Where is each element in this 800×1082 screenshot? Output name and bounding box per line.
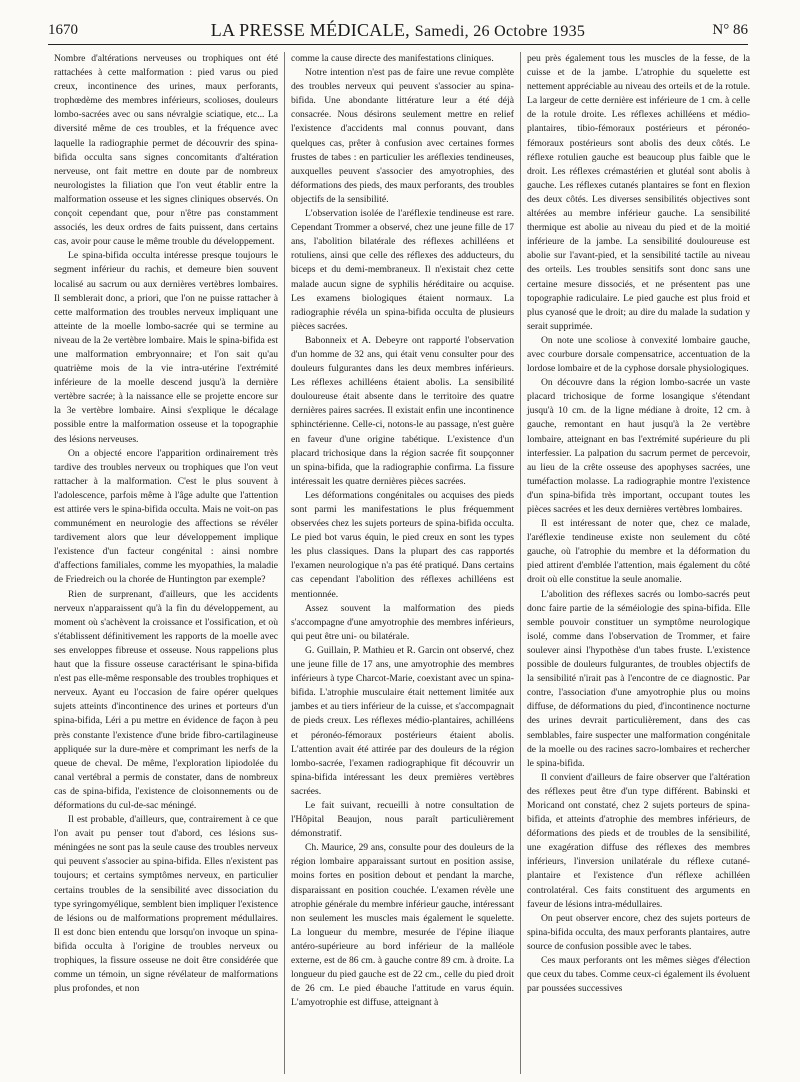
issue-date: Samedi, 26 Octobre 1935 xyxy=(414,23,586,40)
column-1 xyxy=(48,52,284,1074)
paragraph: L'observation isolée de l'aréflexie tendineuse est rare. Cependant Trommer a observé, chez une jeune fille de 17 ans, l'abolition bilatérale des réflexes achilléens et rotuliens, ainsi que celle des réflexes des adducteurs, du biceps et du demi-membraneux. Il n'existait chez cette malade aucun signe de syphilis héréditaire ou acquise. Les examens biologiques étaient normaux. La radiographie révéla un spina-bifida occulta de plusieurs pièces sacrées. xyxy=(291,208,514,332)
paragraph: On découvre dans la région lombo-sacrée un vaste placard trichosique de forme losangique s'étendant jusqu'à 10 cm. de la ligne médiane à droite, 12 cm. à gauche, remontant en haut jusqu'à la 2e vertèbre lombaire, atteignant en bas l'extrémité supérieure du pli interfessier. La palpation du sacrum permet de percevoir, au lieu de la crête osseuse des apophyses sacrées, une tuméfaction molasse. La radiographie montre l'existence d'un spina-bifida très important, occupant toutes les pièces sacrées et les deux dernières vertèbres lombaires. xyxy=(527,377,750,515)
paragraph: On a objecté encore l'apparition ordinairement très tardive des troubles nerveux ou trophiques que l'on veut rattacher à la malformation. C'est le plus souvent à l'adolescence, parfois même à l'âge adulte que l'attention est attirée vers le spina-bifida occulta. Mais ne voit-on pas communément en neurologie des affections se révéler tardivement alors que leur développement implique l'existence d'un facteur congénital : ainsi nombre d'affections familiales, comme les myopathies, la maladie de Friedreich ou la chorée de Huntington par exemple? xyxy=(54,447,278,586)
issue-number: N° 86 xyxy=(712,22,748,38)
journal-title-line xyxy=(48,20,748,41)
paragraph: Rien de surprenant, d'ailleurs, que les accidents nerveux n'apparaissent qu'à la fin du développement, au moment où s'achèvent la croissance et l'ossification, et où s'établissent définitivement les rapports de la moelle avec ses enveloppes fibreuse et osseuse. Nous rappelions plus haut que la fissure osseuse caractérisant le spina-bifida n'est pas elle-même responsable des troubles trophiques et nerveux. Ayant eu l'occasion de faire opérer quelques sujets atteints d'incontinence des urines et porteurs d'un spina-bifida, Léri a pu mettre en évidence de façon à peu près constante l'existence d'une bride fibro-cartilagineuse appliquée sur la dure-mère et comprimant les nerfs de la queue de cheval. De même, l'exploration lipiodolée du canal vertébral a permis de constater, dans de nombreux cas de spina-bifida, l'existence de cloisonnements ou de déformations du cul-de-sac méningé. xyxy=(54,588,278,811)
text-columns xyxy=(48,52,756,1074)
paragraph: Notre intention n'est pas de faire une revue complète des troubles nerveux qui peuvent s'associer au spina-bifida. Une abondante littérature leur a été déjà consacrée. Nous désirons seulement mettre en relief l'existence d'accidents mal connus pouvant, dans quelques cas, prêter à confusion avec certaines formes frustes de tabes : en particulier les aréflexies tendineuses, auxquelles peuvent s'associer des amyotrophies, des déformations des pieds, des maux perforants, des troubles objectifs de la sensibilité. xyxy=(291,67,514,205)
paragraph: Ces maux perforants ont les mêmes sièges d'élection que ceux du tabes. Comme ceux-ci également ils évoluent par poussées successives xyxy=(527,955,750,995)
paragraph: peu près également tous les muscles de la fesse, de la cuisse et de la jambe. L'atrophie du squelette est nettement appréciable au niveau des orteils et de la rotule. La largeur de cette dernière est inférieure de 1 cm. à celle de la rotule droite. Les réflexes achilléens et médio-plantaires, tibio-fémoraux postérieurs et péronéo-fémoraux postérieurs sont abolis des deux côtés. Le réflexe rotulien gauche est beaucoup plus faible que le droit. Les réflexes crémastérien et glutéal sont abolis à gauche. Les réflexes cutanés plantaires se font en flexion des deux côtés. Les diverses sensibilités objectives sont altérées au membre inférieur gauche. La sensibilité thermique est abolie au niveau du pied et de la moitié inférieure de la jambe. La sensibilité douloureuse est abolie sur l'avant-pied, et la sensibilité tactile au niveau des orteils. Les troubles sensitifs sont donc sans une certaine mesure dissociés, et ne présentent pas une topographie radiculaire. Le pied gauche est plus froid et plus cyanosé que le droit; au dire du malade la sudation y serait supprimée. xyxy=(527,53,750,332)
paragraph: On peut observer encore, chez des sujets porteurs de spina-bifida occulta, des maux perforants plantaires, autre source de confusion possible avec le tabes. xyxy=(527,912,750,952)
column-3 xyxy=(520,52,756,1074)
column-2 xyxy=(284,52,520,1074)
paragraph: On note une scoliose à convexité lombaire gauche, avec courbure dorsale compensatrice, accentuation de la lordose lombaire et de la cyphose dorsale physiologiques. xyxy=(527,334,750,375)
paragraph: Ch. Maurice, 29 ans, consulte pour des douleurs de la région lombaire apparaissant surtout en position assise, moins fortes en position debout et pendant la marche, disparaissant en position couchée. L'examen révèle une atrophie générale du membre inférieur gauche, intéressant non seulement les muscles mais également le squelette. La longueur du membre, mesurée de l'épine iliaque antéro-supérieure au bord inférieur de la malléole externe, est de 86 cm. à gauche contre 89 cm. à droite. La longueur du pied gauche est de 22 cm., celle du pied droit de 26 cm. Le pied ébauche l'attitude en varus équin. L'amyotrophie est diffuse, atteignant à xyxy=(291,842,514,1009)
publication-name: LA PRESSE MÉDICALE, xyxy=(210,20,410,40)
running-header xyxy=(48,18,748,45)
paragraph: Les déformations congénitales ou acquises des pieds sont parmi les manifestations le plus fréquemment observées chez les sujets porteurs de spina-bifida occulta. Le pied bot varus équin, le pied creux en sont les types les plus classiques. Dans la plupart des cas rapportés l'examen neurologique n'a pas été pratiqué. Dans certains cas cependant l'abolition des réflexes achilléens est mentionnée. xyxy=(291,489,514,600)
page-number: 1670 xyxy=(48,22,78,38)
paragraph: Babonneix et A. Debeyre ont rapporté l'observation d'un homme de 32 ans, qui était venu consulter pour des douleurs fulgurantes dans les deux membres inférieurs. Les réflexes achilléens étaient abolis. La sensibilité douloureuse était absente dans le territoire des quatre dernières paires sacrées. Il existait enfin une incontinence sphinctérienne. Celle-ci, notons-le au passage, n'est guère en faveur d'une origine tabétique. L'existence d'un placard trichosique dans la région sacrée fit soupçonner un spina-bifida, que la radiographie confirma. La fissure intéressait les quatre dernières pièces sacrées. xyxy=(291,334,514,487)
paragraph: L'abolition des réflexes sacrés ou lombo-sacrés peut donc faire partie de la séméiologie des spina-bifida. Elle semble pouvoir constituer un symptôme neurologique isolé, comme dans l'observation de Trommer, et faire soulever ainsi l'hypothèse d'un tabes fruste. L'existence possible de douleurs fulgurantes, de troubles objectifs de la sensibilité n'irait pas à l'encontre de ce diagnostic. Par contre, l'association d'une amyotrophie plus ou moins diffuse, de déformations du pied, d'incontinence nocturne des urines devrait particulièrement, dans des cas semblables, faire suspecter une malformation congénitale de la moelle ou des racines sacro-lombaires et rechercher le spina-bifida. xyxy=(527,588,750,769)
paragraph: Il est probable, d'ailleurs, que, contrairement à ce que l'on avait pu penser tout d'abord, ces lésions sus-méningées ne sont pas la seule cause des troubles nerveux qui peuvent s'associer au spina-bifida. Elles n'existent pas toujours; et certains symptômes nerveux, en particulier certains troubles de la sensibilité avec dissociation du type syringomyélique, semblent bien impliquer l'existence de lésions ou de malformations proprement médullaires. Il est donc bien entendu que lorsqu'on invoque un spina-bifida occulta à l'origine de troubles nerveux ou trophiques, la fissure osseuse ne doit être considérée que comme un témoin, un signe révélateur de malformations plus profondes, et non xyxy=(54,814,278,995)
paragraph: Le fait suivant, recueilli à notre consultation de l'Hôpital Beaujon, nous paraît particulièrement démonstratif. xyxy=(291,799,514,840)
paragraph: Le spina-bifida occulta intéresse presque toujours le segment inférieur du rachis, et demeure bien souvent localisé au sacrum ou aux dernières vertèbres lombaires. Il semblerait donc, a priori, que l'on ne puisse rattacher à cette malformation des troubles nerveux impliquant une atteinte de la moelle lombo-sacrée qui se termine au niveau de la 2e vertèbre lombaire. Mais le spina-bifida est une malformation embryonnaire; et l'on sait qu'au quatrième mois de la vie intra-utérine l'extrémité inférieure de la moelle descend jusqu'à la dernière vertèbre sacrée; à la naissance elle se projette encore sur la 3e vertèbre lombaire. Ainsi s'explique le décalage possible entre la malformation osseuse et la topographie des lésions nerveuses. xyxy=(54,250,278,445)
paragraph: comme la cause directe des manifestations cliniques. xyxy=(291,53,494,64)
paragraph: G. Guillain, P. Mathieu et R. Garcin ont observé, chez une jeune fille de 17 ans, une amyotrophie des membres inférieurs à type Charcot-Marie, coexistant avec un spina-bifida. L'atrophie musculaire était nettement limitée aux jambes et au tiers inférieur de la cuisse, et s'accompagnait de pieds creux. Les réflexes médio-plantaires, achilléens et péronéo-fémoraux postérieurs étaient abolis. L'attention avait été attirée par des douleurs de la région lombo-sacrée, l'examen radiographique fit découvrir un spina-bifida intéressant les deux premières vertèbres sacrées. xyxy=(291,644,514,797)
paragraph: Il convient d'ailleurs de faire observer que l'altération des réflexes peut être d'un type différent. Babinski et Moricand ont constaté, chez 2 sujets porteurs de spina-bifida, et atteints d'atrophie des membres inférieurs, de déformations des pieds et de troubles de la sensibilité, une exagération diffuse des réflexes des membres inférieurs, l'inversion unilatérale du réflexe cutané-plantaire et l'existence d'un réflexe achilléen controlatéral. Ces faits constituent des arguments en faveur de lésions intra-médullaires. xyxy=(527,771,750,910)
paragraph: Assez souvent la malformation des pieds s'accompagne d'une amyotrophie des membres inférieurs, qui peut être uni- ou bilatérale. xyxy=(291,602,514,642)
paragraph: Il est intéressant de noter que, chez ce malade, l'aréflexie tendineuse existe non seulement du côté gauche, où l'atrophie du membre et la déformation du pied attirent d'emblée l'attention, mais également du côté droit où elle constitue la seule anomalie. xyxy=(527,518,750,586)
paragraph: Nombre d'altérations nerveuses ou trophiques ont été rattachées à cette malformation : pied varus ou pied creux, incontinence des urines, maux perforants, trophœdème des membres inférieurs, scolioses, douleurs lombo-sacrées avec ou sans névralgie sciatique, etc... La diversité même de ces troubles, et la fréquence avec laquelle la radiographie permet de découvrir des spina-bifida occulta sans signes concomitants d'altération nerveuse, ont fait mettre en doute par de nombreux neurologistes la filiation que l'on veut établir entre la malformation osseuse et les signes cliniques observés. On conçoit cependant que, pour n'être pas constamment associés, les deux ordres de faits puissent, dans certains cas, avoir pour cause le même trouble du développement. xyxy=(54,53,278,248)
